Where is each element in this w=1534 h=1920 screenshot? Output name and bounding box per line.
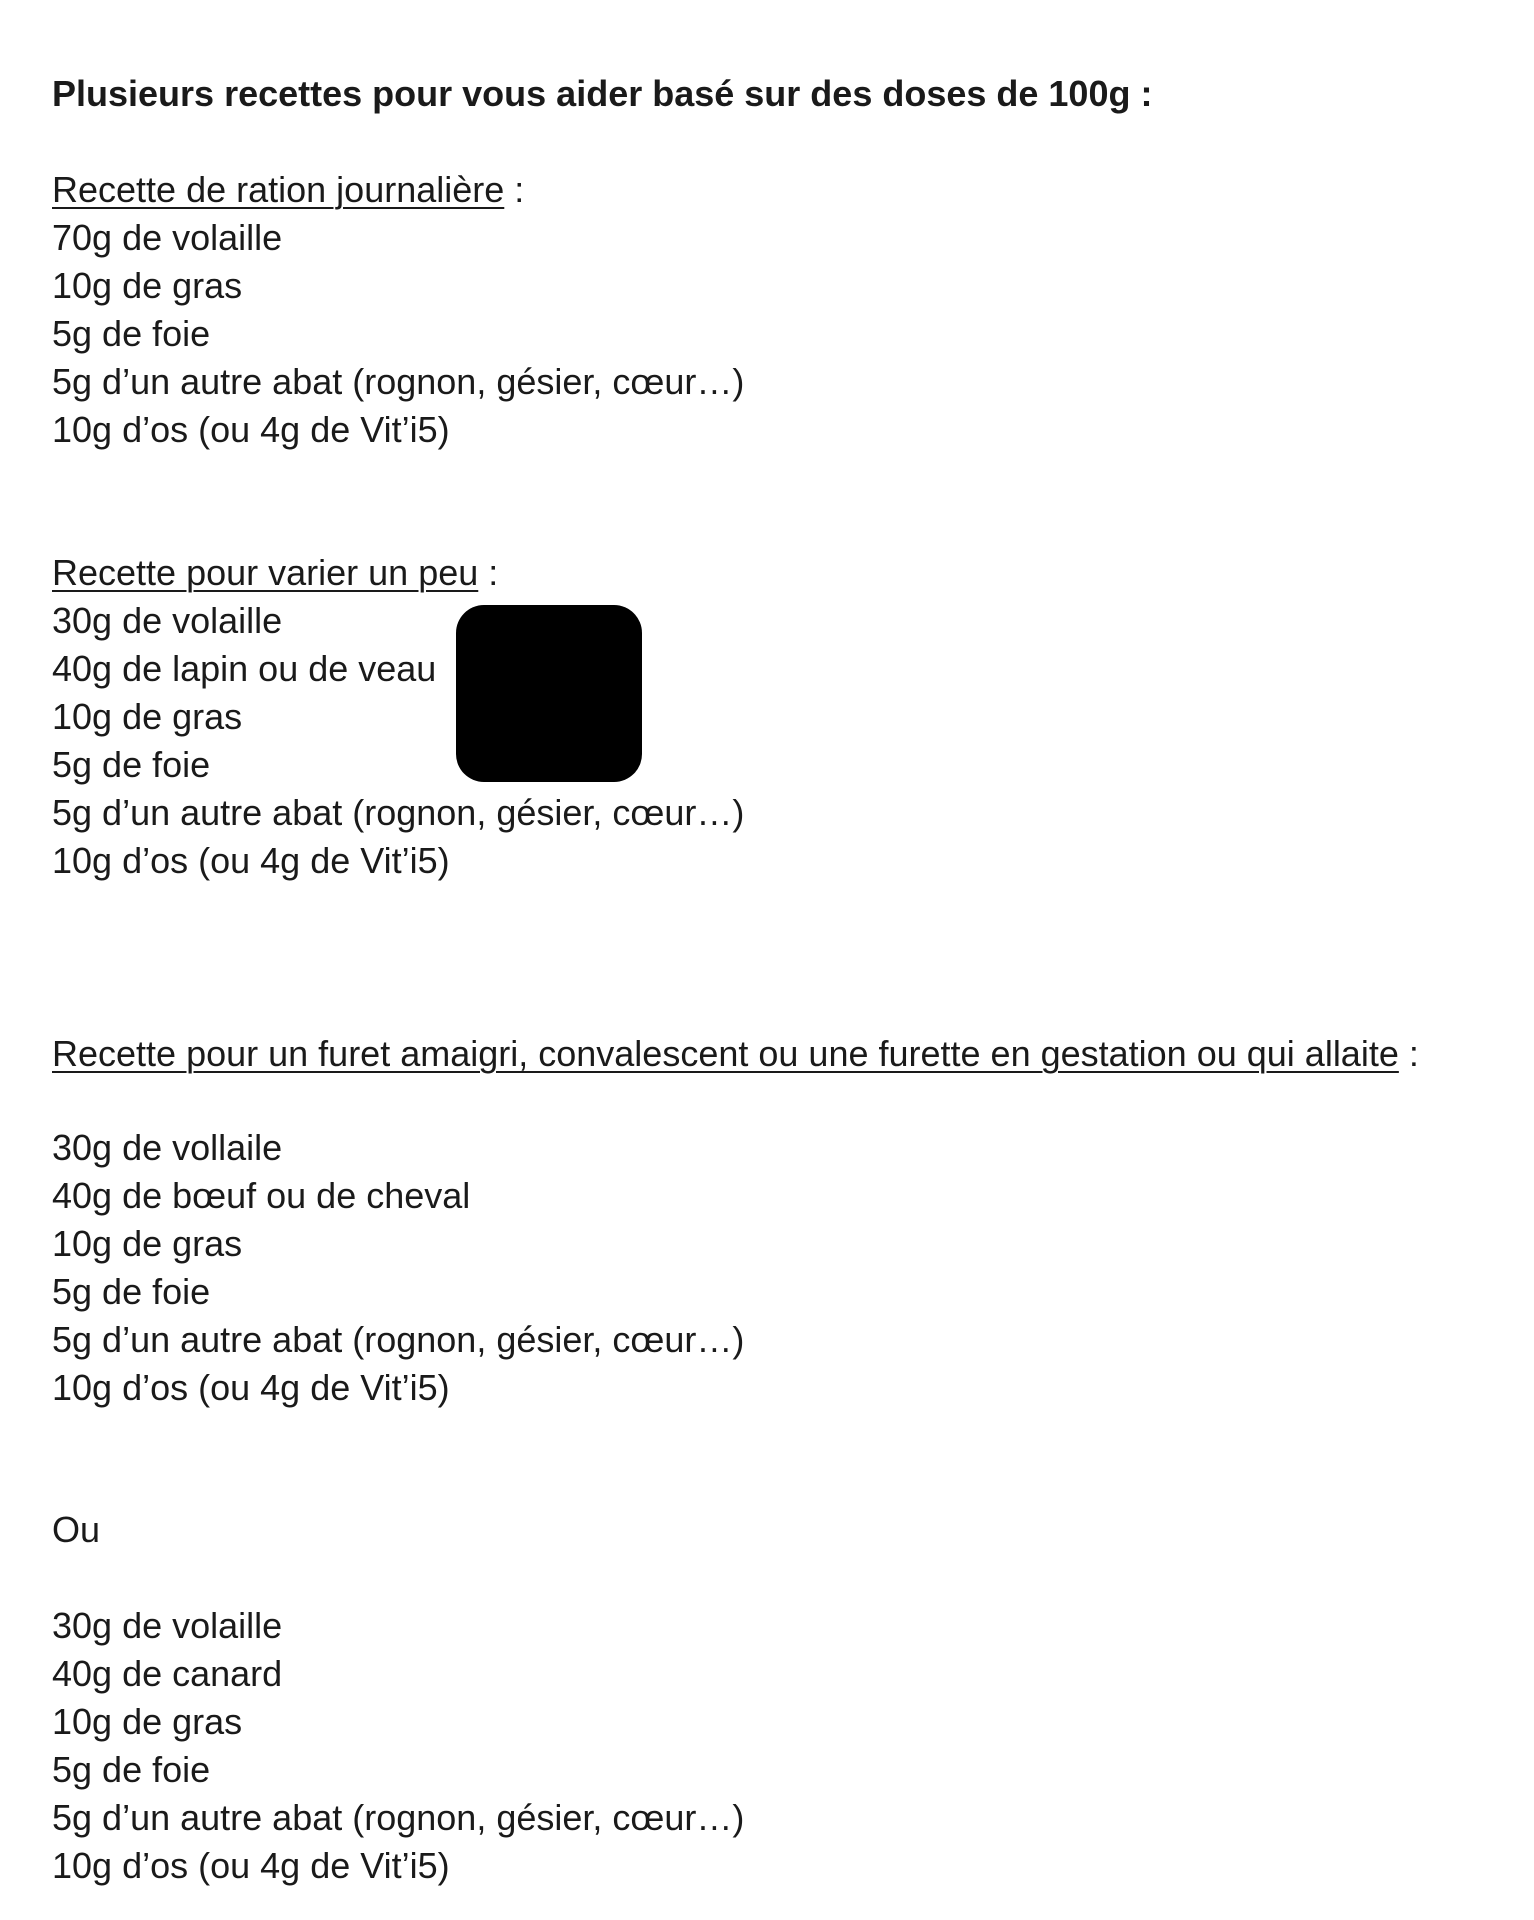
recipe-item: 10g de gras <box>52 1701 243 1742</box>
recipe-item: 10g d’os (ou 4g de Vit’i5) <box>52 1845 450 1886</box>
recipe-item: 5g de foie <box>52 313 211 354</box>
recipe-item: 10g d’os (ou 4g de Vit’i5) <box>52 840 450 881</box>
recipe-item: 10g d’os (ou 4g de Vit’i5) <box>52 1367 450 1408</box>
recipe-item: 40g de lapin ou de veau <box>52 648 437 689</box>
recipe-title <box>52 166 744 214</box>
recipe-item: 30g de volaille <box>52 600 283 641</box>
recipe-title-suffix: : <box>1398 1033 1419 1074</box>
recipe-item: 5g de foie <box>52 1271 211 1312</box>
document-heading: Plusieurs recettes pour vous aider basé sur des doses de 100g : <box>52 73 1153 114</box>
recipe-daily-ration <box>52 166 744 454</box>
recipe-title <box>52 1030 1419 1078</box>
recipe-title-text: Recette pour un furet amaigri, convalescent ou une furette en gestation ou qui allaite <box>52 1033 1399 1074</box>
recipe-item: 40g de bœuf ou de cheval <box>52 1175 471 1216</box>
recipe-item: 5g de foie <box>52 1749 211 1790</box>
recipe-item: 5g d’un autre abat (rognon, gésier, cœur…) <box>52 1319 745 1360</box>
recipe-item: 70g de volaille <box>52 217 283 258</box>
recipe-item: 5g d’un autre abat (rognon, gésier, cœur…) <box>52 361 745 402</box>
recipe-item: 10g de gras <box>52 265 243 306</box>
recipe-item: 40g de canard <box>52 1653 283 1694</box>
recipe-title-text: Recette de ration journalière <box>52 169 505 210</box>
recipe-item: 10g de gras <box>52 1223 243 1264</box>
recipe-title <box>52 549 744 597</box>
recipe-alternative <box>52 1602 744 1890</box>
recipe-item: 30g de vollaile <box>52 1127 283 1168</box>
recipe-item: 10g d’os (ou 4g de Vit’i5) <box>52 409 450 450</box>
or-label: Ou <box>52 1509 101 1550</box>
recipe-item: 5g de foie <box>52 744 211 785</box>
recipe-title-suffix: : <box>478 552 499 593</box>
recipe-item: 30g de volaille <box>52 1605 283 1646</box>
recipe-title-suffix: : <box>504 169 525 210</box>
or-separator <box>52 1506 100 1554</box>
recipe-special-title-block <box>52 1030 1419 1078</box>
recipe-item: 10g de gras <box>52 696 243 737</box>
redaction-block <box>456 605 642 782</box>
recipe-title-text: Recette pour varier un peu <box>52 552 479 593</box>
recipe-special-items <box>52 1124 744 1412</box>
recipe-item: 5g d’un autre abat (rognon, gésier, cœur…) <box>52 792 745 833</box>
recipe-item: 5g d’un autre abat (rognon, gésier, cœur…) <box>52 1797 745 1838</box>
